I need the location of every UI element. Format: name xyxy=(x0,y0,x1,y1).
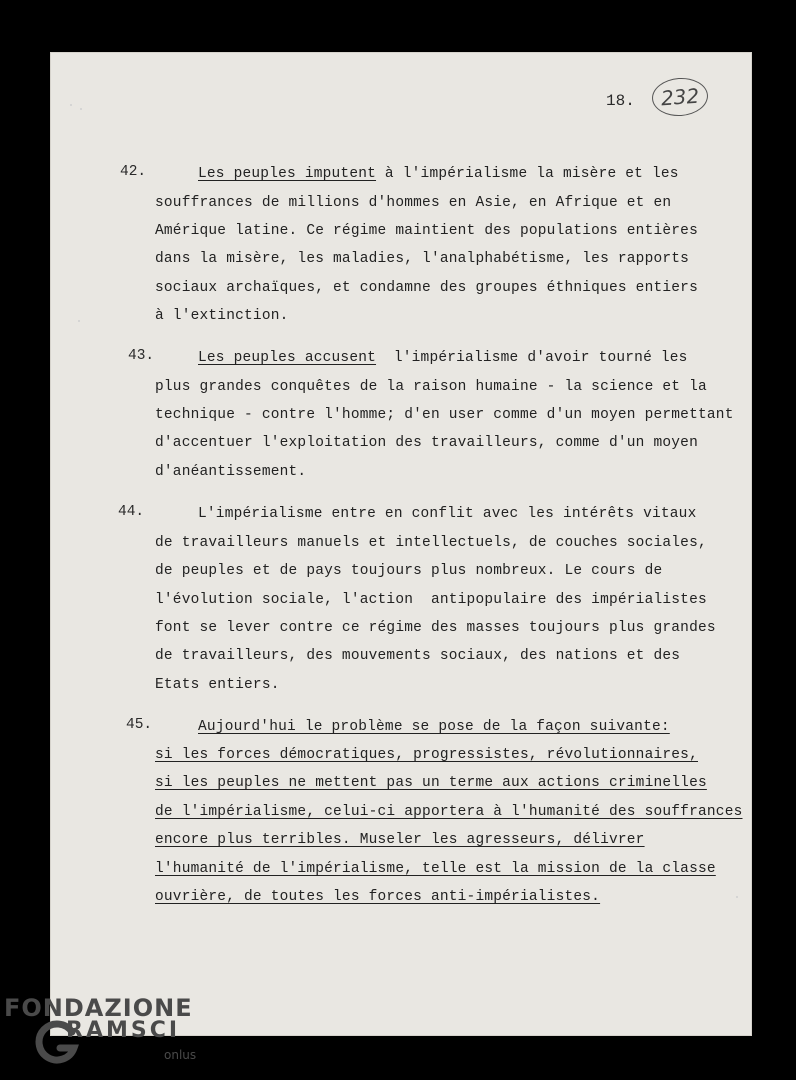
paragraph-line: de travailleurs manuels et intellectuels, de couches sociales, xyxy=(155,535,707,551)
archive-number-stamp: 232 xyxy=(651,76,710,118)
paragraph-line: sociaux archaïques, et condamne des groupes éthniques entiers xyxy=(155,280,698,296)
paragraph-line: si les peuples ne mettent pas un terme aux actions criminelles xyxy=(155,775,707,791)
paragraph-line: dans la misère, les maladies, l'analphabétisme, les rapports xyxy=(155,251,690,267)
paragraph-line: encore plus terribles. Museler les agresseurs, délivrer xyxy=(155,832,645,848)
paragraph-number: 42. xyxy=(120,164,147,180)
paragraph-line: Aujourd'hui le problème se pose de la façon suivante: xyxy=(198,719,670,735)
paragraph-line: de peuples et de pays toujours plus nombreux. Le cours de xyxy=(155,563,663,579)
paragraph-line: L'impérialisme entre en conflit avec les intérêts vitaux xyxy=(198,506,697,522)
paragraph-line: souffrances de millions d'hommes en Asie, en Afrique et en xyxy=(155,195,672,211)
watermark-line1: FONDAZIONE xyxy=(4,994,193,1022)
paragraph-number: 43. xyxy=(128,348,155,364)
paragraph-line: plus grandes conquêtes de la raison humaine - la science et la xyxy=(155,379,707,395)
paragraph-line: ouvrière, de toutes les forces anti-impérialistes. xyxy=(155,889,601,905)
paragraph-line: Etats entiers. xyxy=(155,677,280,693)
paragraph-line: Amérique latine. Ce régime maintient des populations entières xyxy=(155,223,698,239)
paragraph-line: d'anéantissement. xyxy=(155,464,307,480)
dust-speck xyxy=(736,896,738,898)
paragraph-line xyxy=(198,348,688,368)
paragraph-line: l'humanité de l'impérialisme, telle est la mission de la classe xyxy=(155,861,716,877)
paragraph-number: 45. xyxy=(126,717,153,733)
line-text: à l'impérialisme la misère et les xyxy=(376,166,679,182)
paragraph-line: technique - contre l'homme; d'en user comme d'un moyen permettant xyxy=(155,407,734,423)
dust-speck xyxy=(80,108,82,110)
paragraph-line: de travailleurs, des mouvements sociaux, des nations et des xyxy=(155,648,681,664)
underlined-phrase: Les peuples accusent xyxy=(198,350,377,366)
paragraph-line: d'accentuer l'exploitation des travailleurs, comme d'un moyen xyxy=(155,435,698,451)
paragraph-number: 44. xyxy=(118,504,145,520)
fondazione-gramsci-watermark xyxy=(4,990,204,1080)
paragraph-line xyxy=(198,164,679,184)
dust-speck xyxy=(78,320,80,322)
paragraph-line: l'évolution sociale, l'action antipopulaire des impérialistes xyxy=(155,592,707,608)
paragraph-line: si les forces démocratiques, progressistes, révolutionnaires, xyxy=(155,747,698,763)
line-text: l'impérialisme d'avoir tourné les xyxy=(376,350,688,366)
watermark-line3: onlus xyxy=(164,1048,197,1062)
paragraph-line: de l'impérialisme, celui-ci apportera à l'humanité des souffrances xyxy=(155,804,743,820)
paragraph-line: font se lever contre ce régime des masses toujours plus grandes xyxy=(155,620,716,636)
paragraph-line: à l'extinction. xyxy=(155,308,289,324)
watermark-line2: RAMSCI xyxy=(66,1018,181,1043)
dust-speck xyxy=(70,104,72,106)
page-number: 18. xyxy=(606,92,635,110)
underlined-phrase: Les peuples imputent xyxy=(198,166,377,182)
